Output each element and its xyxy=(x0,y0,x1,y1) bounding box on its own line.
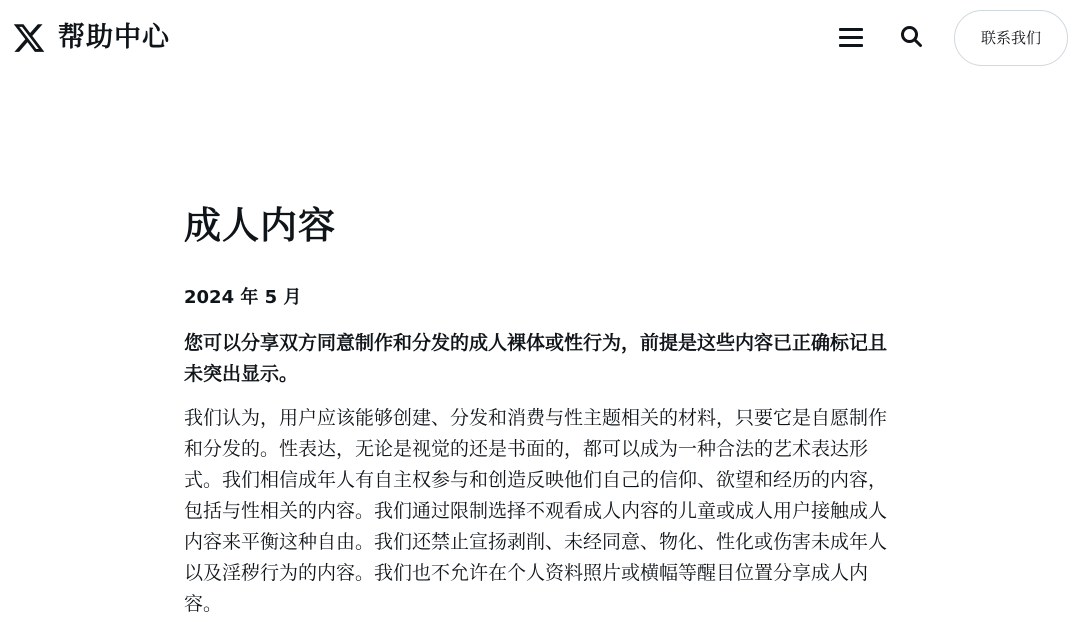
hamburger-menu-icon[interactable] xyxy=(837,24,865,52)
site-header xyxy=(0,0,1080,76)
menu-bar xyxy=(839,28,863,31)
search-icon[interactable] xyxy=(899,24,925,50)
article xyxy=(184,196,900,620)
article-body: 我们认为，用户应该能够创建、分发和消费与性主题相关的材料，只要它是自愿制作和分发的。性表达，无论是视觉的还是书面的，都可以成为一种合法的艺术表达形式。我们相信成年人有自主权参与和创造反映他们自己的信仰、欲望和经历的内容，包括与性相关的内容。我们通过限制选择不观看成人内容的儿童或成人用户接触成人内容来平衡这种自由。我们还禁止宣扬剥削、未经同意、物化、性化或伤害未成年人以及淫秽行为的内容。我们也不允许在个人资料照片或横幅等醒目位置分享成人内容。 xyxy=(184,407,888,615)
menu-bar xyxy=(839,36,863,39)
page-title: 成人内容 xyxy=(184,204,336,247)
x-logo-icon[interactable] xyxy=(12,21,46,55)
article-lead: 您可以分享双方同意制作和分发的成人裸体或性行为，前提是这些内容已正确标记且未突出显示。 xyxy=(184,332,888,385)
brand[interactable] xyxy=(12,18,170,58)
contact-us-button[interactable]: 联系我们 xyxy=(954,10,1068,66)
article-date: 2024 年 5 月 xyxy=(184,287,302,308)
menu-bar xyxy=(839,44,863,47)
help-center-title[interactable]: 帮助中心 xyxy=(58,22,170,53)
